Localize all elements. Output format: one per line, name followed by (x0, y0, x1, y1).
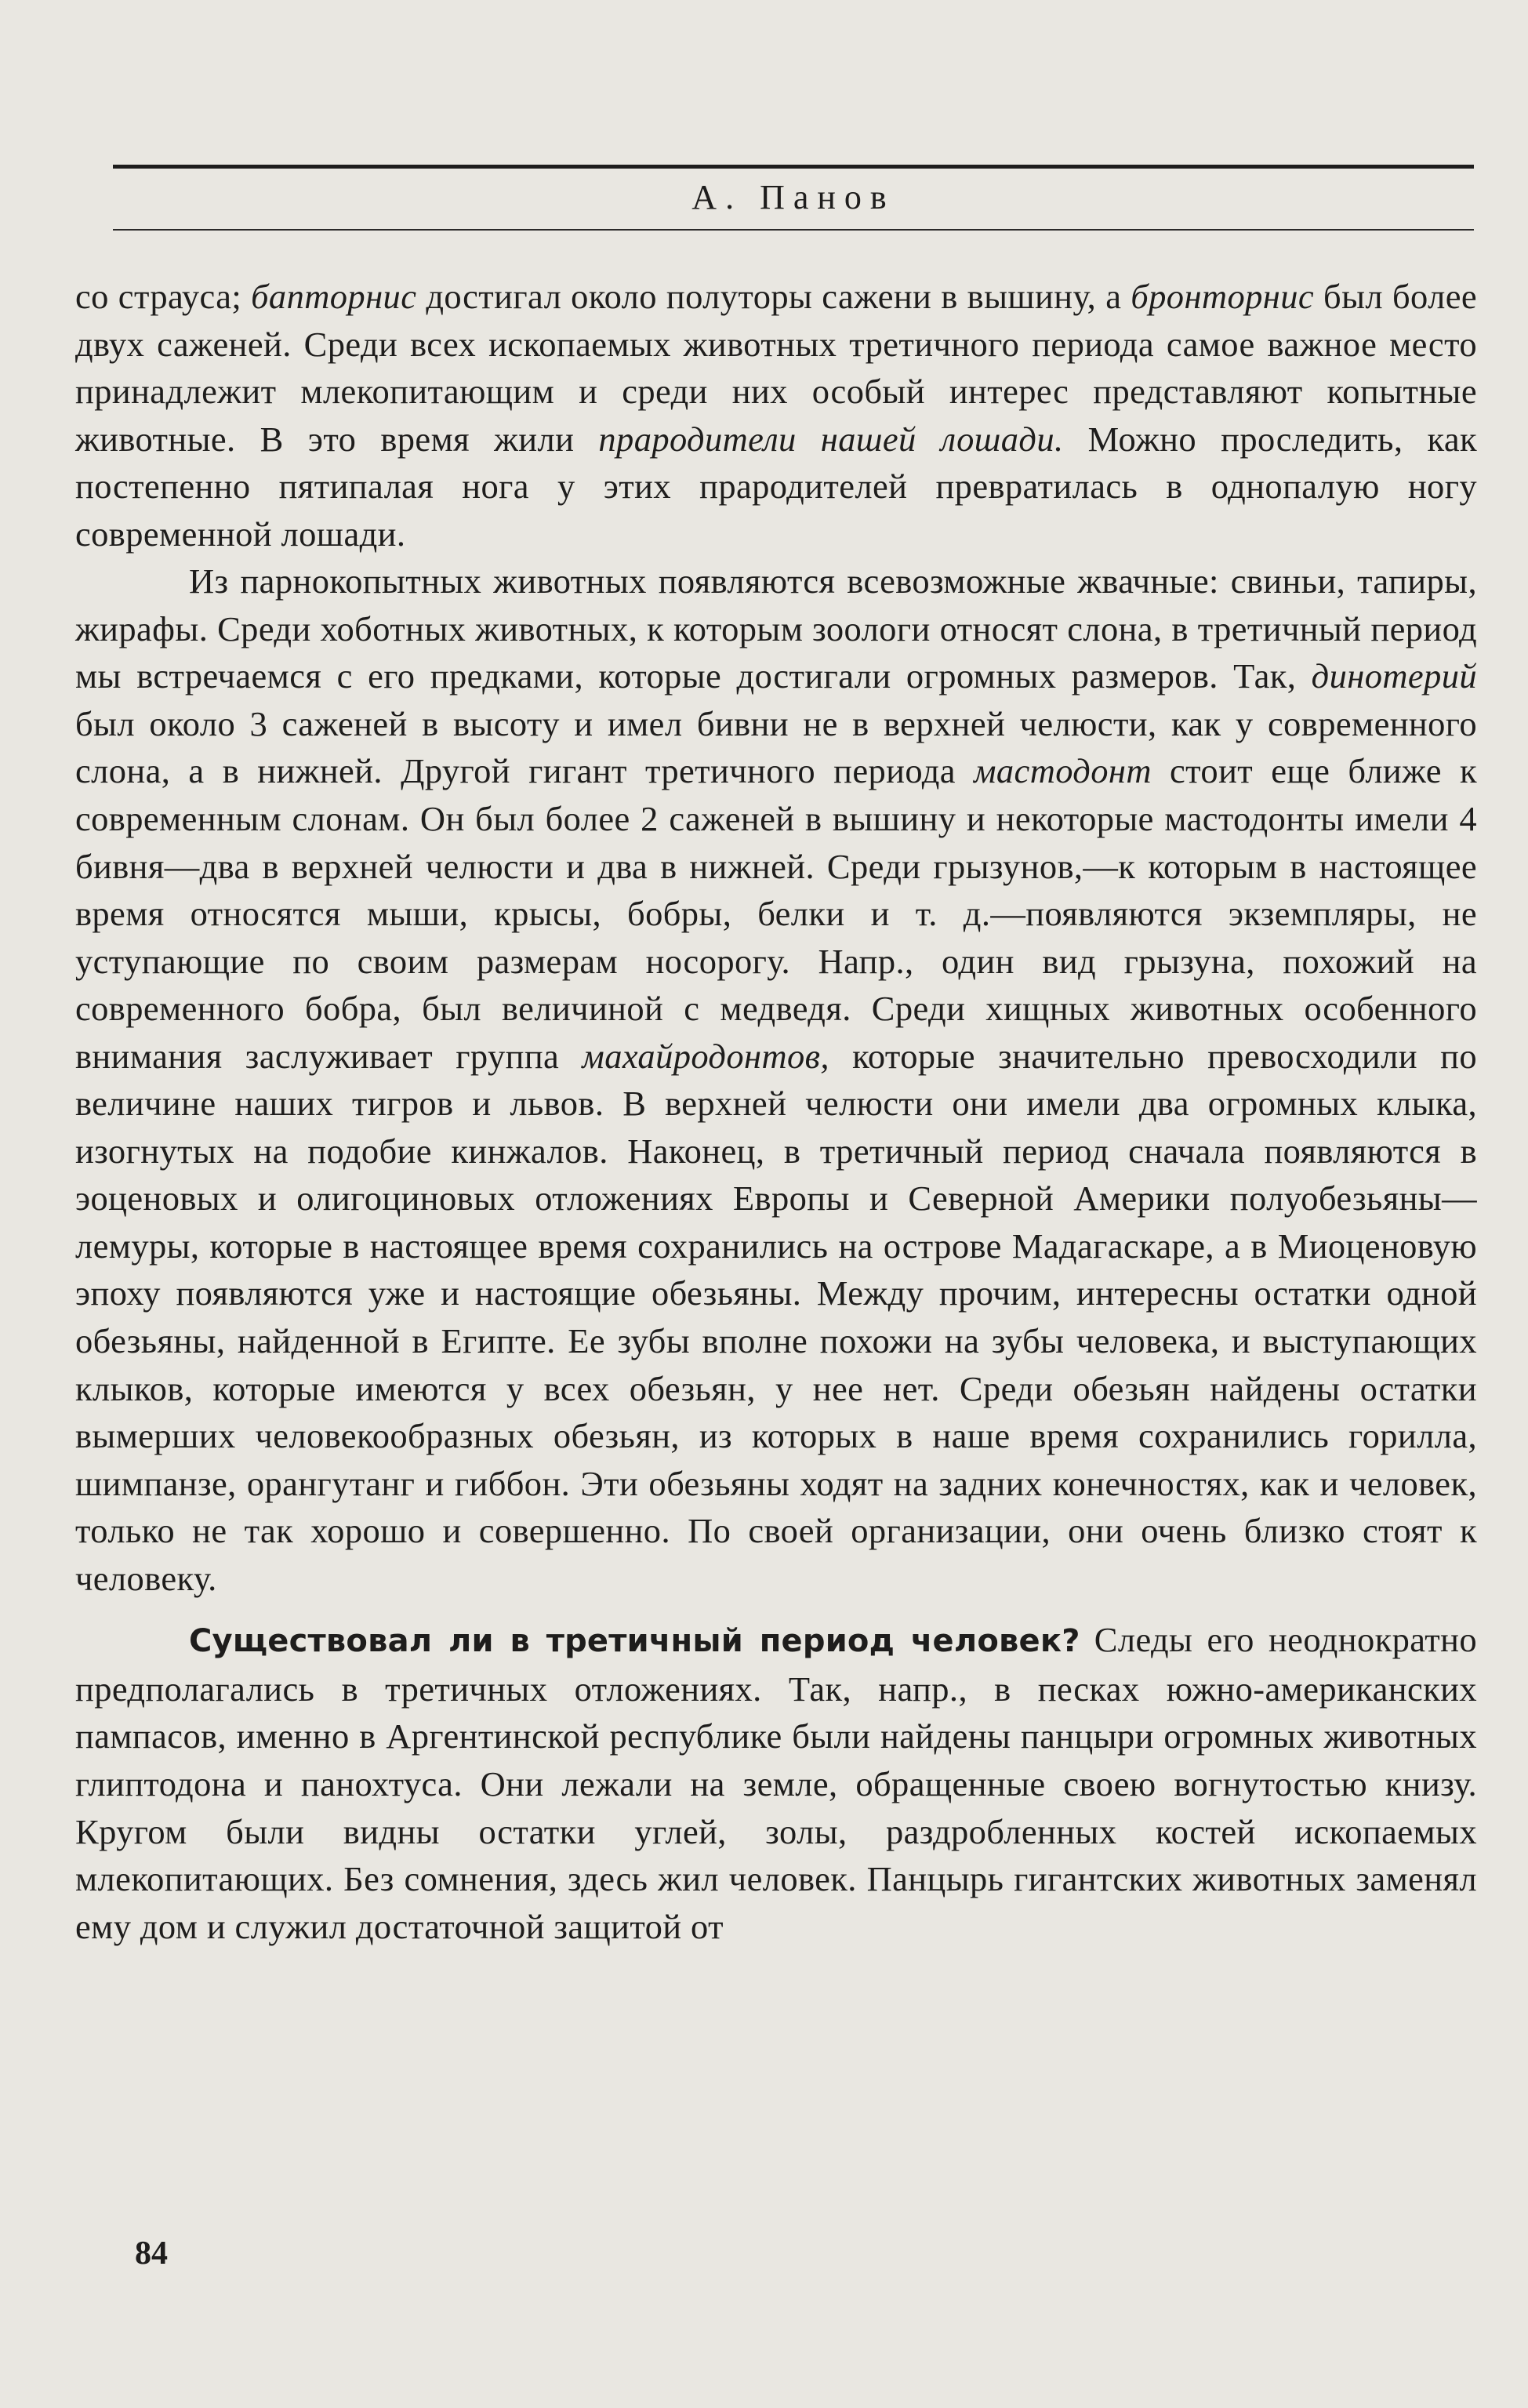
p2-italic-dinotherium: динотерий (1311, 656, 1477, 696)
p3-bold-question: Существовал ли в третичный период человек? (189, 1623, 1080, 1660)
p1-text-4: Можно проследить, как постепенно пятипалая нога у этих прародителей превратилась в однопалую ногу современной лошади. (75, 419, 1477, 554)
p2-text-1: Из парнокопытных животных появляются всевозможные жвачные: свиньи, тапиры, жирафы. Среди хоботных животных, к которым зоологи относят слона, в третичный период мы встречаемся с его предками, которые достигали огромных размеров. Так, (75, 561, 1477, 696)
p2-italic-mastodon: мастодонт (974, 751, 1152, 791)
p3-text-1: Следы его неоднократно предполагались в третичных отложениях. Так, напр., в песках южно-американских пампасов, именно в Аргентинской республике были найдены панцыри огромных животных глиптодона и панохтуса. Они лежали на земле, обращенные своею вогнутостью книзу. Кругом были видны остатки углей, золы, раздробленных костей ископаемых млекопитающих. Без сомнения, здесь жил человек. Панцырь гигантских животных заменял ему дом и служил достаточной защитой от (75, 1620, 1477, 1946)
p1-text-3: был более двух саженей. Среди всех ископаемых животных третичного периода самое важное место принадлежит млекопитающим и среди них особый интерес представляют копытные животные. В это время жили (75, 277, 1478, 459)
p1-text-1: со страуса; (75, 277, 252, 316)
header-rule-bottom (113, 229, 1474, 231)
p2-text-4: которые значительно превосходили по величине наших тигров и львов. В верхней челюсти они имели два огромных клыка, изогнутых на подобие кинжалов. Наконец, в третичный период сначала появляются в эоценовых и олигоциновых отложениях Европы и Северной Америки полуобезьяны—лемуры, которые в настоящее время сохранились на острове Мадагаскаре, а в Миоценовую эпоху появляются уже и настоящие обезьяны. Между прочим, интересны остатки одной обезьяны, найденной в Египте. Ее зубы вполне похожи на зубы человека, и выступающих клыков, которые имеются у всех обезьян, у нее нет. Среди обезьян найдены остатки вымерших человекообразных обезьян, из которых в наше время сохранились горилла, шимпанзе, орангутанг и гиббон. Эти обезьяны ходят на задних конечностях, как и человек, только не так хорошо и совершенно. По своей организации, они очень близко стоят к человеку. (75, 1036, 1477, 1598)
p1-italic-baptornis: бапторнис (251, 277, 417, 316)
p2-italic-machairodonts: махайродонтов, (582, 1036, 829, 1076)
p1-italic-horse-ancestors: прародители нашей лошади. (598, 419, 1064, 459)
page-number: 84 (135, 2235, 168, 2272)
paragraph-3 (75, 1616, 1477, 1950)
p1-text-2: достигал около полуторы сажени в вышину, а (416, 277, 1131, 316)
paragraph-2 (75, 558, 1477, 1602)
p2-text-2: был около 3 саженей в высоту и имел бивни не в верхней челюсти, как у современного слона, а в нижней. Другой гигант третичного периода (75, 703, 1477, 791)
header-rule-top (113, 165, 1474, 169)
paragraph-1 (75, 273, 1477, 558)
running-head-title: А. Панов (691, 178, 895, 216)
p1-italic-brontornis: бронторнис (1131, 277, 1315, 316)
p2-text-3: стоит еще ближе к современным слонам. Он был более 2 саженей в вышину и некоторые мастодонты имели 4 бивня—два в верхней челюсти и два в нижней. Среди грызунов,—к которым в настоящее время относятся мыши, крысы, бобры, белки и т. д.—появляются экземпляры, не уступающие по своим размерам носорогу. Напр., один вид грызуна, похожий на современного бобра, был величиной с медведя. Среди хищных животных особенного внимания заслуживает группа (75, 751, 1477, 1076)
body-text (75, 273, 1477, 1950)
